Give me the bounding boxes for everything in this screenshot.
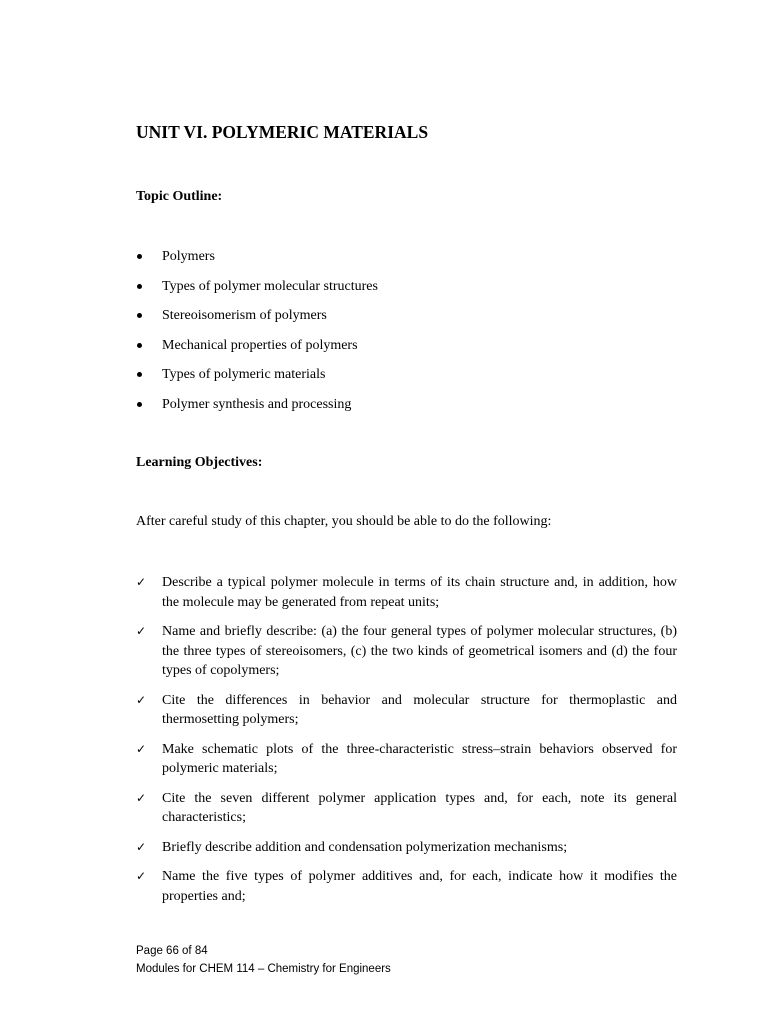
checkmark-icon: ✓	[136, 741, 147, 756]
footer-module-title: Modules for CHEM 114 – Chemistry for Engineers	[136, 963, 391, 975]
topic-outline-heading: Topic Outline:	[136, 189, 223, 204]
topic-outline-item	[136, 307, 378, 337]
objective-item-text: Briefly describe addition and condensation polymerization mechanisms;	[162, 839, 568, 855]
learning-objectives-list	[136, 573, 677, 916]
footer-page-number: Page 66 of 84	[136, 945, 208, 957]
objective-item	[136, 867, 677, 906]
objective-item-text: Make schematic plots of the three-characteristic stress–strain behaviors observed for polymeric materials;	[162, 741, 677, 776]
topic-outline-item-text: Polymer synthesis and processing	[162, 396, 352, 412]
bullet-dot-icon	[137, 284, 142, 289]
topic-outline-item	[136, 396, 378, 426]
checkmark-icon: ✓	[136, 692, 147, 707]
objective-item-text: Cite the differences in behavior and molecular structure for thermoplastic and thermosetting polymers;	[162, 692, 677, 727]
topic-outline-item-text: Types of polymer molecular structures	[162, 278, 378, 294]
objective-item-text: Name and briefly describe: (a) the four general types of polymer molecular structures, (b) the three types of stereoisomers, (c) the two kinds of geometrical isomers and (d) the four types of copolymers;	[162, 624, 677, 678]
bullet-dot-icon	[137, 402, 142, 407]
checkmark-icon: ✓	[136, 575, 147, 589]
topic-outline-item	[136, 337, 378, 367]
objective-item	[136, 573, 677, 612]
objective-item	[136, 789, 677, 828]
topic-outline-item	[136, 366, 378, 396]
topic-outline-item-text: Mechanical properties of polymers	[162, 337, 358, 353]
objective-item-text: Cite the seven different polymer application types and, for each, note its general characteristics;	[162, 790, 677, 825]
checkmark-icon: ✓	[136, 839, 147, 854]
bullet-dot-icon	[137, 343, 142, 348]
checkmark-icon: ✓	[136, 790, 147, 805]
checkmark-icon: ✓	[136, 869, 147, 883]
topic-outline-list	[136, 248, 378, 426]
topic-outline-item-text: Polymers	[162, 249, 215, 264]
checkmark-icon: ✓	[136, 624, 147, 638]
topic-outline-item-text: Types of polymeric materials	[162, 367, 326, 383]
bullet-dot-icon	[137, 372, 142, 377]
objective-item	[136, 691, 677, 730]
topic-outline-item	[136, 278, 378, 308]
unit-title: UNIT VI. POLYMERIC MATERIALS	[136, 122, 429, 142]
objective-item	[136, 622, 677, 681]
objective-item	[136, 740, 677, 779]
bullet-dot-icon	[137, 254, 142, 259]
topic-outline-item-text: Stereoisomerism of polymers	[162, 308, 327, 324]
bullet-dot-icon	[137, 313, 142, 318]
objective-item	[136, 838, 677, 858]
learning-objectives-heading: Learning Objectives:	[136, 455, 263, 470]
topic-outline-item	[136, 248, 378, 278]
objective-item-text: Name the five types of polymer additives and, for each, indicate how it modifies the properties and;	[162, 869, 677, 904]
objective-item-text: Describe a typical polymer molecule in terms of its chain structure and, in addition, how the molecule may be generated from repeat units;	[162, 575, 677, 610]
learning-objectives-intro: After careful study of this chapter, you should be able to do the following:	[136, 514, 552, 529]
